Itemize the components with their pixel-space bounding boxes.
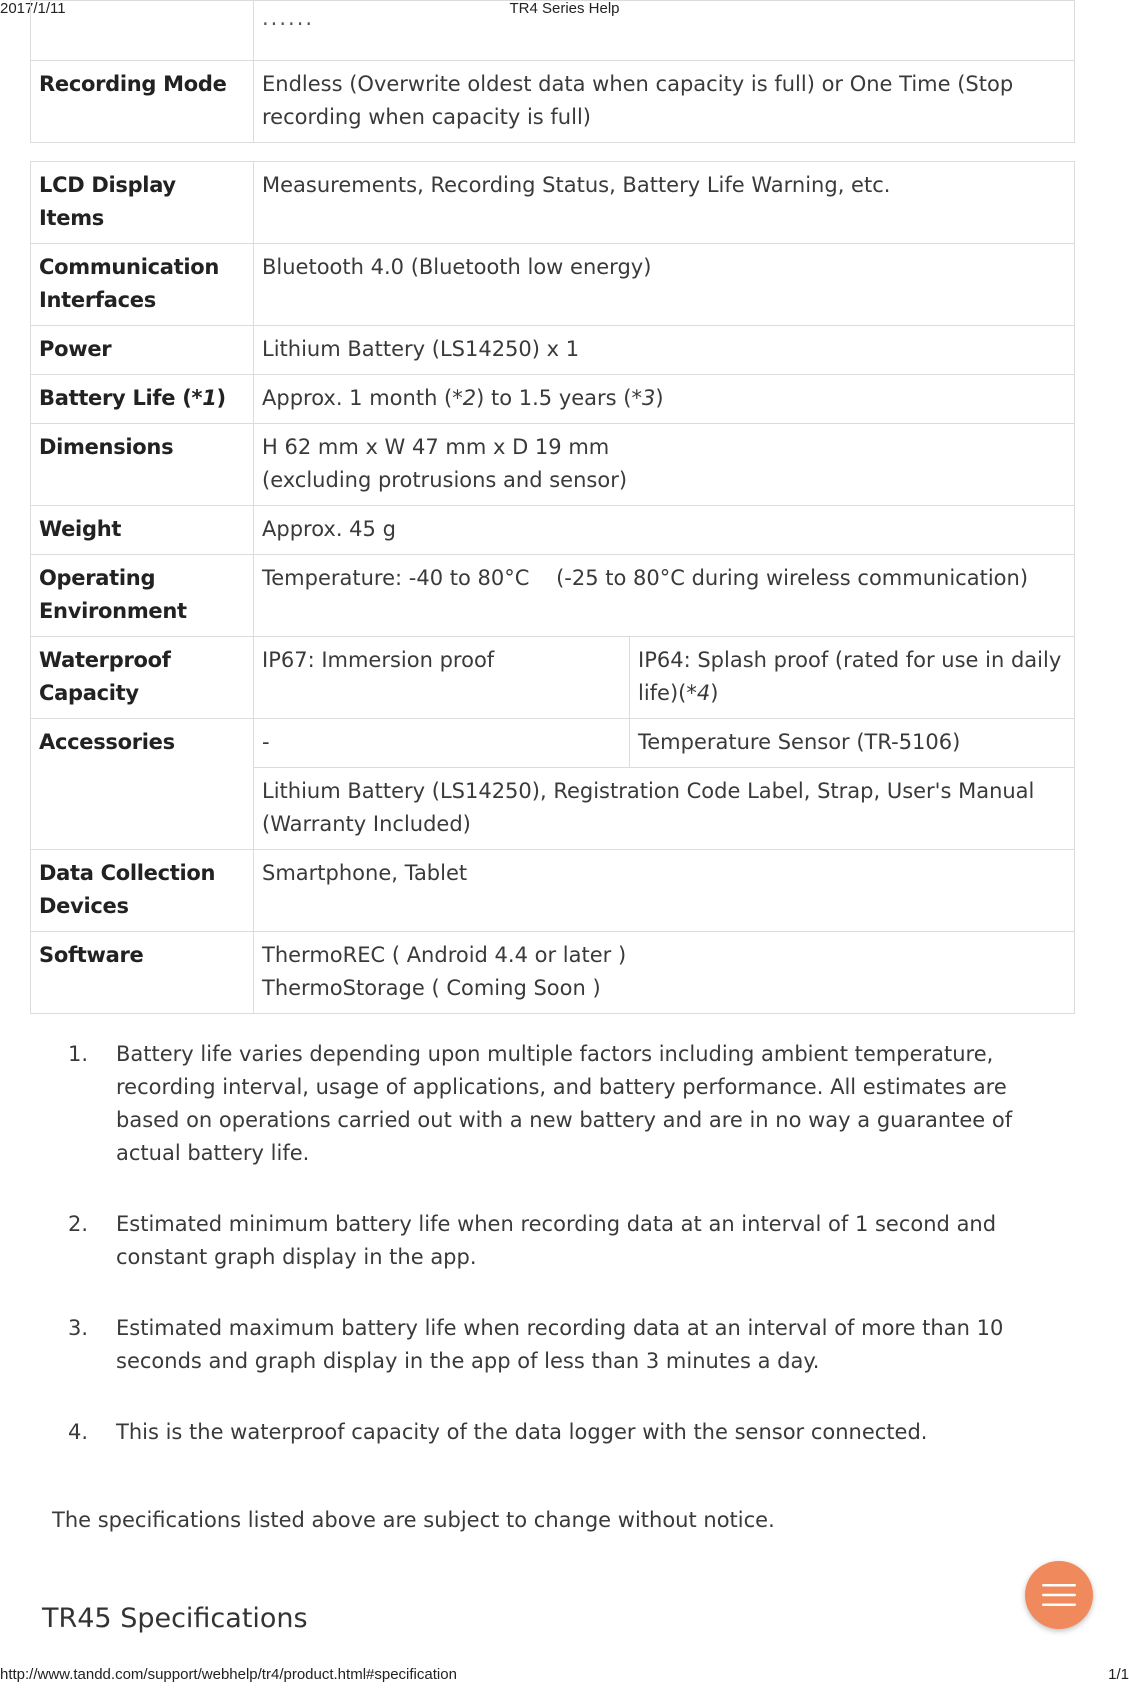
battery-label-end: ) (216, 386, 226, 410)
accessories-line2: (Warranty Included) (262, 812, 471, 836)
footnote-number: 2. (68, 1212, 89, 1236)
table-row (31, 375, 1075, 424)
footnote-number: 1. (68, 1042, 89, 1066)
spec-label-lcd: LCD Display Items (31, 162, 254, 244)
spec-label-operating-environment (31, 555, 254, 637)
spec-label-data-collection (31, 850, 254, 932)
footnote-ref-1[interactable]: *1 (191, 386, 217, 410)
truncated-text: ...... (262, 8, 315, 30)
spec-table-continued (30, 0, 1075, 143)
battery-label-text: Battery Life ( (39, 386, 192, 410)
spec-value-data-collection: Smartphone, Tablet (254, 850, 1075, 932)
footnote-ref-3[interactable]: *3 (631, 386, 656, 410)
spec-value-weight: Approx. 45 g (254, 506, 1075, 555)
footnotes-list (60, 1038, 1050, 1487)
print-page-number: 1/1 (1108, 1666, 1129, 1683)
spec-value-cell (254, 1, 1075, 61)
spec-value-waterproof-tr42 (630, 637, 1075, 719)
dimensions-line2: (excluding protrusions and sensor) (262, 468, 628, 492)
table-row (31, 326, 1075, 375)
table-row (31, 555, 1075, 637)
footnote-number: 3. (68, 1316, 89, 1340)
battery-value-b: ) to 1.5 years ( (476, 386, 632, 410)
spec-value-battery-life (254, 375, 1075, 424)
waterproof-line2 (638, 677, 1066, 710)
label-line: Environment (39, 599, 187, 623)
spec-label-recording-mode: Recording Mode (31, 61, 254, 143)
footnote-3 (60, 1312, 1050, 1378)
footnote-ref-4[interactable]: *4 (686, 681, 711, 705)
footnote-number: 4. (68, 1420, 89, 1444)
table-row (31, 637, 1075, 719)
footnote-text: Estimated minimum battery life when recording data at an interval of 1 second and constant graph display in the app. (116, 1212, 997, 1269)
waterproof-line2-end: ) (710, 681, 719, 705)
table-row (31, 424, 1075, 506)
menu-button[interactable] (1025, 1561, 1093, 1629)
spec-value-accessories-common (254, 768, 1075, 850)
spec-label-battery-life (31, 375, 254, 424)
spec-value-dimensions (254, 424, 1075, 506)
label-line: Capacity (39, 681, 139, 705)
footnote-1 (60, 1038, 1050, 1170)
waterproof-line1: IP64: Splash proof (rated for use in daily (638, 648, 1062, 672)
spec-value-software (254, 932, 1075, 1014)
recording-mode-line2: recording when capacity is full) (262, 105, 591, 129)
accessories-line1: Lithium Battery (LS14250), Registration Code Label, Strap, User's Manual (262, 779, 1035, 803)
spec-label-weight: Weight (31, 506, 254, 555)
label-line: Waterproof (39, 648, 171, 672)
spec-label-accessories: Accessories (31, 719, 254, 850)
battery-value-a: Approx. 1 month ( (262, 386, 453, 410)
spec-value-recording-mode (254, 61, 1075, 143)
label-line: Communication (39, 255, 220, 279)
spec-value-waterproof-tr41: IP67: Immersion proof (254, 637, 630, 719)
specifications-notice: The specifications listed above are subject to change without notice. (52, 1508, 775, 1532)
software-line1: ThermoREC ( Android 4.4 or later ) (262, 943, 627, 967)
battery-value-c: ) (655, 386, 664, 410)
spec-value-communication: Bluetooth 4.0 (Bluetooth low energy) (254, 244, 1075, 326)
waterproof-line2-text: life)( (638, 681, 687, 705)
footnote-2 (60, 1208, 1050, 1274)
spec-value-accessories-tr42: Temperature Sensor (TR-5106) (630, 719, 1075, 768)
software-line2: ThermoStorage ( Coming Soon ) (262, 976, 601, 1000)
spec-label-power: Power (31, 326, 254, 375)
spec-label-waterproof (31, 637, 254, 719)
table-row (31, 506, 1075, 555)
label-line: Devices (39, 894, 129, 918)
print-footer (0, 1666, 1129, 1686)
label-line: Interfaces (39, 288, 156, 312)
table-row (31, 61, 1075, 143)
table-row (31, 850, 1075, 932)
section-title: TR45 Specifications (42, 1603, 308, 1634)
footnote-text: This is the waterproof capacity of the data logger with the sensor connected. (116, 1420, 928, 1444)
footnote-text: Estimated maximum battery life when recording data at an interval of more than 10 seconds and graph display in the app of less than 3 minutes a day. (116, 1316, 1004, 1373)
print-title: TR4 Series Help (509, 0, 620, 17)
footnote-ref-2[interactable]: *2 (452, 386, 477, 410)
footnote-4 (60, 1416, 1050, 1449)
print-url: http://www.tandd.com/support/webhelp/tr4/product.html#specification (0, 1666, 457, 1683)
recording-mode-line1: Endless (Overwrite oldest data when capacity is full) or One Time (Stop (262, 72, 1014, 96)
table-row (31, 162, 1075, 244)
print-date: 2017/1/11 (0, 0, 66, 17)
spec-value-accessories-tr41: - (254, 719, 630, 768)
spec-label-software: Software (31, 932, 254, 1014)
spec-value-lcd: Measurements, Recording Status, Battery Life Warning, etc. (254, 162, 1075, 244)
spec-value-power: Lithium Battery (LS14250) x 1 (254, 326, 1075, 375)
spec-label-communication (31, 244, 254, 326)
spec-table (30, 161, 1075, 1014)
spec-label-cell (31, 1, 254, 61)
table-row (31, 1, 1075, 61)
hamburger-menu-icon (1042, 1583, 1076, 1607)
table-row (31, 932, 1075, 1014)
dimensions-line1: H 62 mm x W 47 mm x D 19 mm (262, 435, 610, 459)
table-row (31, 719, 1075, 768)
label-line: Operating (39, 566, 156, 590)
spec-value-operating-environment: Temperature: -40 to 80°C (-25 to 80°C during wireless communication) (254, 555, 1075, 637)
spec-label-dimensions: Dimensions (31, 424, 254, 506)
label-line: Data Collection (39, 861, 216, 885)
table-row (31, 244, 1075, 326)
footnote-text: Battery life varies depending upon multiple factors including ambient temperature, recording interval, usage of applications, and battery performance. All estimates are based on operations carried out with a new battery and are in no way a guarantee of actual battery life. (116, 1042, 1013, 1165)
